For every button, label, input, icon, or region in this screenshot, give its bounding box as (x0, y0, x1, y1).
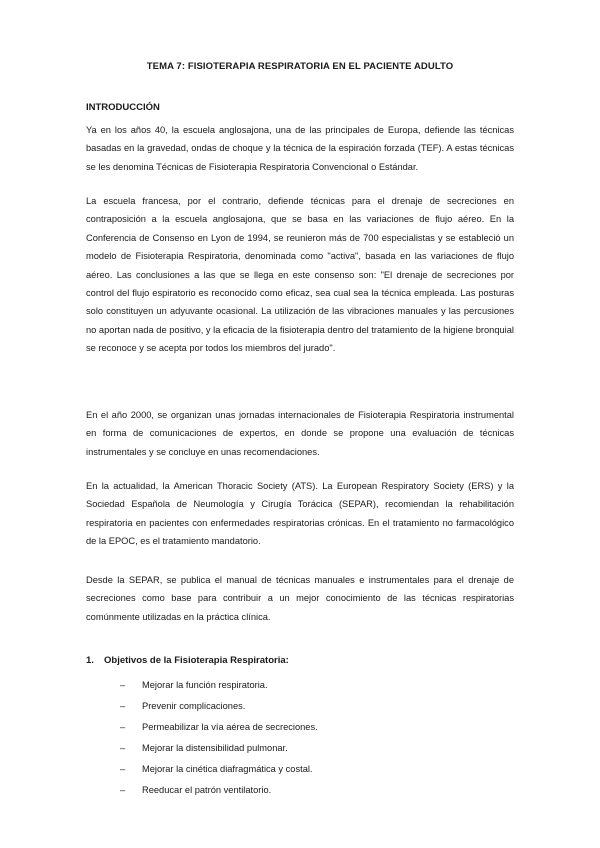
objectives-heading (86, 655, 514, 673)
list-item (86, 739, 514, 760)
paragraph-5: Desde la SEPAR, se publica el manual de técnicas manuales e instrumentales para el drenaje de secreciones como base para contribuir a un mejor conocimiento de las técnicas respiratorias comúnmente utilizadas en la práctica clínica. (86, 575, 514, 622)
dash-bullet-icon: – (120, 701, 126, 711)
list-item (86, 781, 514, 802)
list-item-text: Reeducar el patrón ventilatorio. (142, 785, 272, 795)
objectives-section (86, 655, 514, 802)
paragraph-3: En el año 2000, se organizan unas jornadas internacionales de Fisioterapia Respiratoria instrumental en forma de comunicaciones de expertos, en donde se propone una evaluación de técnicas instrumentales y se concluye en unas recomendaciones. (86, 410, 514, 457)
paragraph-1: Ya en los años 40, la escuela anglosajona, una de las principales de Europa, defiende las técnicas basadas en la gravedad, ondas de choque y la técnica de la espiración forzada (TEF). A estas técnicas se les denomina Técnicas de Fisioterapia Respiratoria Convencional o Estándar. (86, 125, 514, 172)
list-item-text: Prevenir complicaciones. (142, 701, 246, 711)
objectives-list (86, 676, 514, 802)
list-item-text: Mejorar la distensibilidad pulmonar. (142, 743, 288, 753)
list-item-text: Mejorar la función respiratoria. (142, 680, 268, 690)
list-item (86, 760, 514, 781)
paragraph-2: La escuela francesa, por el contrario, defiende técnicas para el drenaje de secreciones en contraposición a la escuela anglosajona, que se basa en las variaciones de flujo aéreo. En la Conferencia de Consenso en Lyon de 1994, se reunieron más de 700 especialistas y se estableció un modelo de Fisioterapia Respiratoria, denominada como "activa", basada en las variaciones de flujo aéreo. Las conclusiones a las que se llega en este consenso son: "El drenaje de secreciones por control del flujo espiratorio es reconocido como eficaz, sea cual sea la técnica empleada. Las posturas solo constituyen un adyuvante ocasional. La utilización de las vibraciones manuales y las percusiones no aportan nada de positivo, y la eficacia de la fisioterapia dentro del tratamiento de la higiene bronquial se reconoce y se acepta por todos los miembros del jurado". (86, 196, 514, 354)
list-item-text: Mejorar la cinética diafragmática y costal. (142, 764, 313, 774)
objectives-number: 1. (86, 655, 94, 666)
list-item (86, 718, 514, 739)
introduction-heading: INTRODUCCIÓN (86, 102, 160, 113)
list-item (86, 697, 514, 718)
dash-bullet-icon: – (120, 764, 126, 774)
dash-bullet-icon: – (120, 743, 126, 753)
dash-bullet-icon: – (120, 785, 126, 795)
dash-bullet-icon: – (120, 680, 126, 690)
dash-bullet-icon: – (120, 722, 126, 732)
objectives-heading-text: Objetivos de la Fisioterapia Respiratoria: (104, 655, 289, 666)
list-item-text: Permeabilizar la vía aérea de secreciones. (142, 722, 318, 732)
list-item (86, 676, 514, 697)
document-title: TEMA 7: FISIOTERAPIA RESPIRATORIA EN EL PACIENTE ADULTO (146, 61, 454, 72)
paragraph-4: En la actualidad, la American Thoracic Society (ATS). La European Respiratory Society (ERS) y la Sociedad Española de Neumología y Cirugía Torácica (SEPAR), recomiendan la rehabilitación respiratoria en pacientes con enfermedades respiratorias crónicas. En el tratamiento no farmacológico de la EPOC, es el tratamiento mandatorio. (86, 481, 514, 547)
